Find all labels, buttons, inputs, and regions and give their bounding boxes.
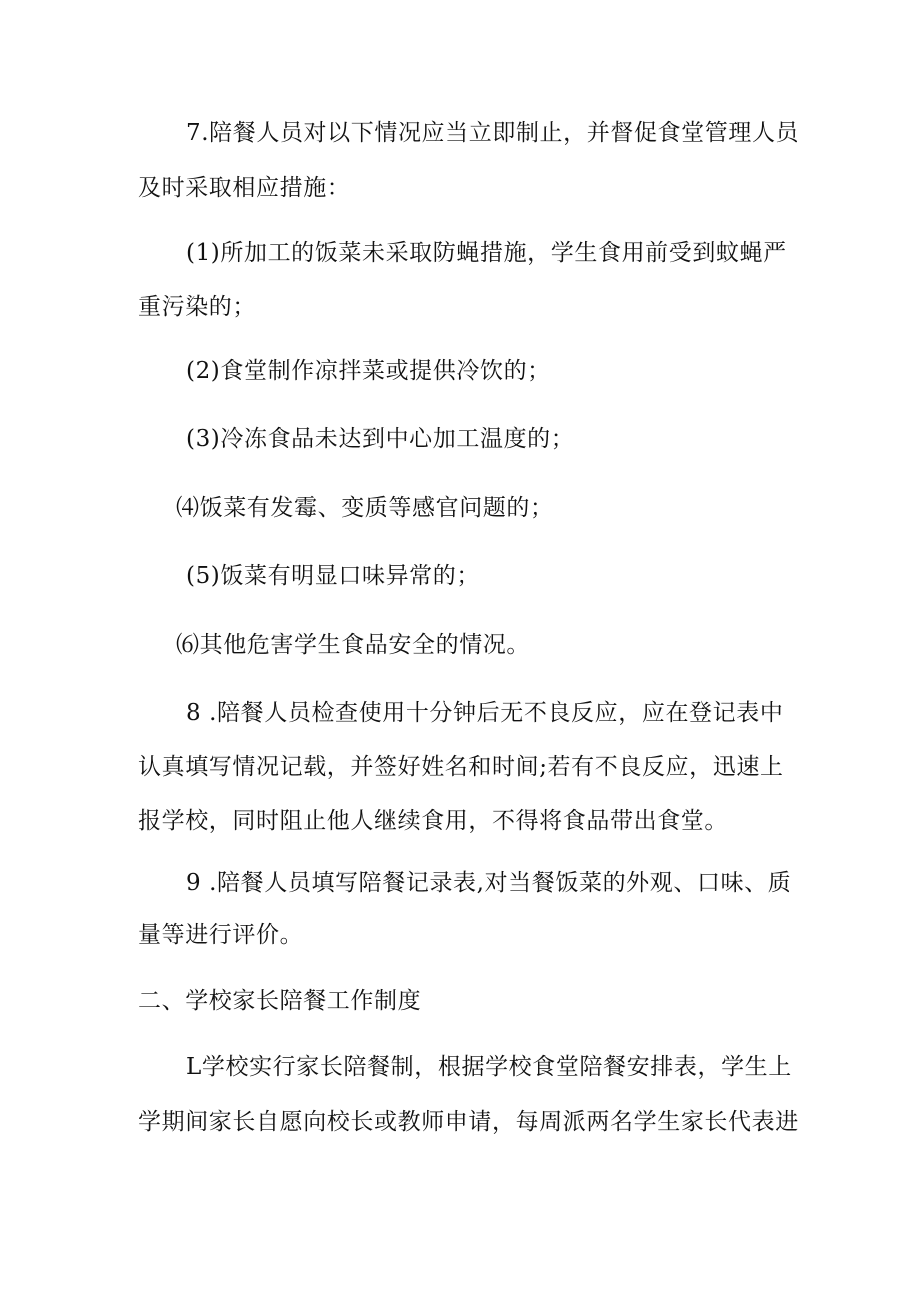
item-5: (5)饭菜有明显口味异常的； — [186, 563, 480, 589]
item-6: ⑹其他危害学生食品安全的情况。 — [176, 632, 530, 658]
paragraph-8-line-1: 8 .陪餐人员检查使用十分钟后无不良反应，应在登记表中 — [186, 700, 784, 726]
item-3: (3)冷冻食品未达到中心加工温度的； — [186, 426, 575, 452]
section-heading: 二、学校家长陪餐工作制度 — [138, 988, 422, 1014]
item-1-line-2: 重污染的； — [138, 294, 256, 320]
section-2-paragraph-1-line-2: 学期间家长自愿向校长或教师申请，每周派两名学生家长代表进 — [138, 1109, 799, 1135]
item-4: ⑷饭菜有发霉、变质等感官问题的； — [176, 495, 554, 521]
paragraph-8-line-2: 认真填写情况记载，并签好姓名和时间;若有不良反应，迅速上 — [138, 754, 784, 780]
section-2-paragraph-1-line-1: L学校实行家长陪餐制，根据学校食堂陪餐安排表，学生上 — [186, 1054, 792, 1080]
paragraph-7-line-1: 7.陪餐人员对以下情况应当立即制止，并督促食堂管理人员 — [186, 120, 800, 146]
item-1-line-1: (1)所加工的饭菜未采取防蝇措施，学生食用前受到蚊蝇严 — [186, 240, 787, 266]
paragraph-7-line-2: 及时采取相应措施： — [138, 175, 351, 201]
paragraph-8-line-3: 报学校，同时阻止他人继续食用，不得将食品带出食堂。 — [138, 808, 728, 834]
item-2: (2)食堂制作凉拌菜或提供冷饮的； — [186, 358, 551, 384]
paragraph-9-line-1: 9 .陪餐人员填写陪餐记录表,对当餐饭菜的外观、口味、质 — [186, 870, 792, 896]
paragraph-9-line-2: 量等进行评价。 — [138, 922, 304, 948]
